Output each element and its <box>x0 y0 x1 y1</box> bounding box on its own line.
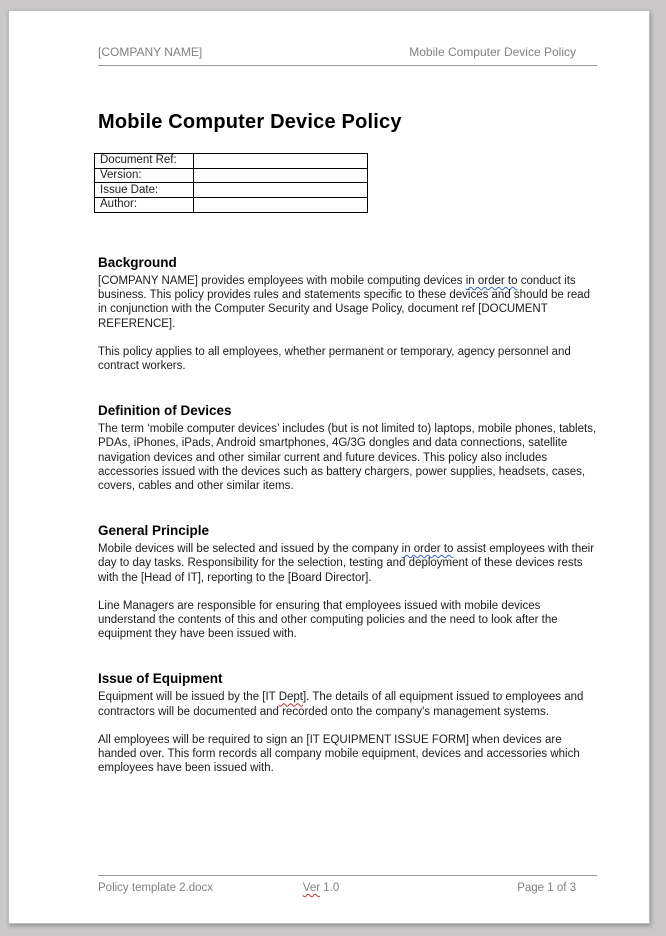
paragraph <box>98 733 599 776</box>
footer-page-number: Page 1 of 3 <box>517 882 577 894</box>
spelling-marked-text: Ver <box>302 882 321 894</box>
section-paragraphs <box>98 542 599 641</box>
section-heading: Issue of Equipment <box>98 671 223 687</box>
paragraph <box>98 690 599 718</box>
section-heading: General Principle <box>98 523 210 539</box>
section-heading: Background <box>98 255 177 270</box>
table-row <box>95 198 368 213</box>
grammar-marked-text: in order to <box>465 275 518 287</box>
section-definition-of-devices <box>98 403 599 493</box>
table-row <box>95 183 368 198</box>
table-row <box>95 154 368 169</box>
text-run: assist employees with their day to day tasks. Responsibility for the selection, testing and deployment of these devices rests with the [Head of IT], reporting to the [Board Director]. <box>98 543 595 584</box>
page-footer <box>98 875 597 894</box>
page-header <box>98 45 597 66</box>
section-paragraphs <box>98 690 599 775</box>
text-run: ]. The details of all equipment issued to employees and contractors will be documented and recorded onto the company's management systems. <box>98 691 584 718</box>
meta-label-issue-date: Issue Date: <box>95 183 194 198</box>
document-body <box>98 255 599 775</box>
meta-label-document-ref: Document Ref: <box>95 154 194 169</box>
paragraph <box>98 274 599 331</box>
text-run: 1.0 <box>320 882 340 894</box>
section-background <box>98 255 599 373</box>
document-page <box>8 10 650 924</box>
text-run: Mobile devices will be selected and issued by the company <box>98 543 402 556</box>
section-paragraphs <box>98 274 599 373</box>
paragraph <box>98 345 599 373</box>
section-heading: Definition of Devices <box>98 403 232 419</box>
grammar-marked-text: in order to <box>401 543 454 556</box>
table-row <box>95 168 368 183</box>
meta-label-author: Author: <box>95 198 194 213</box>
text-run: The term ‘mobile computer devices’ includes (but is not limited to) laptops, mobile phones, tablets, PDAs, iPhones, iPads, Android smartphones, 4G/3G dongles and data connections, satellite navigation devices and other similar current and future devices. This policy also includes accessories issued with the devices such as battery chargers, power supplies, headsets, cases, covers, cables and other similar items. <box>98 423 597 493</box>
text-run: conduct its business. This policy provides rules and statements specific to these devices and should be read in conjunction with the Computer Security and Usage Policy, document ref [DOCUMENT REFERENCE]. <box>98 275 591 330</box>
paragraph <box>98 599 599 642</box>
header-document-title: Mobile Computer Device Policy <box>409 45 576 59</box>
meta-value-author <box>194 198 368 213</box>
text-run: Line Managers are responsible for ensuring that employees issued with mobile devices understand the contents of this and other computing policies and the need to look after the equipment they have been issued with. <box>98 599 558 641</box>
text-run: [COMPANY NAME] provides employees with mobile computing devices <box>98 275 466 287</box>
page-title: Mobile Computer Device Policy <box>98 111 402 134</box>
meta-value-document-ref <box>194 154 368 169</box>
text-run: Equipment will be issued by the [IT <box>98 691 279 704</box>
text-run: This policy applies to all employees, whether permanent or temporary, agency personnel and contract workers. <box>98 345 571 373</box>
document-meta-table <box>94 153 368 213</box>
meta-label-version: Version: <box>95 168 194 183</box>
section-paragraphs <box>98 422 599 493</box>
section-general-principle <box>98 523 599 641</box>
spelling-marked-text: Dept <box>278 691 303 704</box>
header-company-name: [COMPANY NAME] <box>98 45 203 59</box>
footer-version <box>303 882 339 894</box>
meta-value-version <box>194 168 368 183</box>
paragraph <box>98 422 599 493</box>
footer-filename: Policy template 2.docx <box>98 882 214 894</box>
meta-value-issue-date <box>194 183 368 198</box>
text-run: All employees will be required to sign an [IT EQUIPMENT ISSUE FORM] when devices are handed over. This form records all company mobile equipment, devices and accessories which employees have been issued with. <box>98 733 580 775</box>
paragraph <box>98 542 599 585</box>
section-issue-of-equipment <box>98 671 599 775</box>
